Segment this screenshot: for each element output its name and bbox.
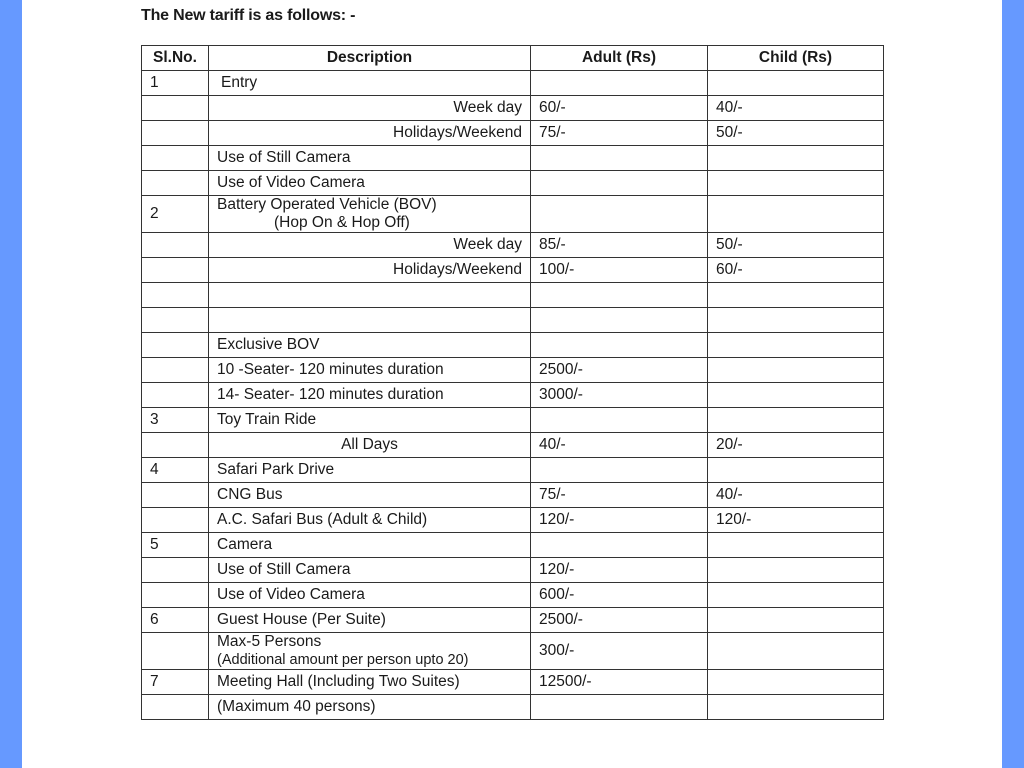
cell-description: Use of Video Camera bbox=[209, 583, 531, 608]
cell-child bbox=[708, 670, 884, 695]
cell-description: All Days bbox=[209, 433, 531, 458]
table-row bbox=[142, 458, 884, 483]
table-row bbox=[142, 96, 884, 121]
table-row bbox=[142, 383, 884, 408]
table-row bbox=[142, 146, 884, 171]
header-child: Child (Rs) bbox=[708, 46, 884, 71]
cell-adult bbox=[531, 146, 708, 171]
cell-child bbox=[708, 558, 884, 583]
cell-sl bbox=[142, 483, 209, 508]
cell-description bbox=[209, 283, 531, 308]
cell-child: 50/- bbox=[708, 121, 884, 146]
cell-sl bbox=[142, 583, 209, 608]
row-sublabel: (Additional amount per person upto 20) bbox=[217, 652, 469, 668]
cell-child: 50/- bbox=[708, 233, 884, 258]
cell-adult bbox=[531, 171, 708, 196]
cell-description: Holidays/Weekend bbox=[209, 121, 531, 146]
page-title: The New tariff is as follows: - bbox=[141, 7, 356, 24]
cell-sl: 6 bbox=[142, 608, 209, 633]
cell-description bbox=[209, 71, 531, 96]
cell-sl bbox=[142, 283, 209, 308]
cell-description: Use of Still Camera bbox=[209, 558, 531, 583]
table-row bbox=[142, 670, 884, 695]
cell-description: 10 -Seater- 120 minutes duration bbox=[209, 358, 531, 383]
cell-child bbox=[708, 308, 884, 333]
cell-description: Camera bbox=[209, 533, 531, 558]
cell-sl: 5 bbox=[142, 533, 209, 558]
right-blue-border bbox=[1002, 0, 1024, 768]
cell-child: 20/- bbox=[708, 433, 884, 458]
cell-child bbox=[708, 283, 884, 308]
cell-sl: 4 bbox=[142, 458, 209, 483]
cell-child: 60/- bbox=[708, 258, 884, 283]
table-row bbox=[142, 483, 884, 508]
cell-adult: 75/- bbox=[531, 121, 708, 146]
cell-description: Week day bbox=[209, 96, 531, 121]
cell-adult bbox=[531, 283, 708, 308]
row-label: Max-5 Persons bbox=[217, 633, 322, 650]
cell-child bbox=[708, 71, 884, 96]
cell-child bbox=[708, 533, 884, 558]
cell-description: Use of Still Camera bbox=[209, 146, 531, 171]
cell-adult: 120/- bbox=[531, 508, 708, 533]
cell-sl bbox=[142, 233, 209, 258]
cell-sl: 1 bbox=[142, 71, 209, 96]
table-row bbox=[142, 258, 884, 283]
cell-description: Toy Train Ride bbox=[209, 408, 531, 433]
cell-child bbox=[708, 196, 884, 233]
cell-sl bbox=[142, 171, 209, 196]
cell-child bbox=[708, 583, 884, 608]
cell-adult: 60/- bbox=[531, 96, 708, 121]
cell-sl: 2 bbox=[142, 196, 209, 233]
cell-sl bbox=[142, 508, 209, 533]
cell-child bbox=[708, 608, 884, 633]
table-row bbox=[142, 608, 884, 633]
cell-child bbox=[708, 383, 884, 408]
cell-sl bbox=[142, 121, 209, 146]
cell-adult bbox=[531, 196, 708, 233]
cell-child bbox=[708, 146, 884, 171]
table-row bbox=[142, 558, 884, 583]
cell-description: A.C. Safari Bus (Adult & Child) bbox=[209, 508, 531, 533]
cell-description: (Maximum 40 persons) bbox=[209, 695, 531, 720]
cell-adult bbox=[531, 333, 708, 358]
cell-adult: 85/- bbox=[531, 233, 708, 258]
cell-description: CNG Bus bbox=[209, 483, 531, 508]
table-row bbox=[142, 358, 884, 383]
cell-adult: 100/- bbox=[531, 258, 708, 283]
cell-sl bbox=[142, 633, 209, 670]
cell-sl bbox=[142, 358, 209, 383]
tariff-table bbox=[141, 45, 884, 720]
cell-adult bbox=[531, 458, 708, 483]
table-row-empty bbox=[142, 308, 884, 333]
table-row bbox=[142, 171, 884, 196]
cell-sl: 3 bbox=[142, 408, 209, 433]
cell-sl bbox=[142, 258, 209, 283]
table-row bbox=[142, 196, 884, 233]
table-header-row bbox=[142, 46, 884, 71]
cell-adult: 2500/- bbox=[531, 358, 708, 383]
cell-adult: 12500/- bbox=[531, 670, 708, 695]
table-row bbox=[142, 71, 884, 96]
cell-child: 40/- bbox=[708, 483, 884, 508]
left-blue-border bbox=[0, 0, 22, 768]
row-sublabel: (Hop On & Hop Off) bbox=[274, 214, 410, 231]
cell-child bbox=[708, 408, 884, 433]
cell-description bbox=[209, 633, 531, 670]
cell-adult bbox=[531, 71, 708, 96]
cell-child bbox=[708, 695, 884, 720]
table-row bbox=[142, 695, 884, 720]
cell-child bbox=[708, 458, 884, 483]
cell-sl bbox=[142, 96, 209, 121]
table-row bbox=[142, 508, 884, 533]
cell-sl bbox=[142, 383, 209, 408]
table-row bbox=[142, 408, 884, 433]
cell-sl bbox=[142, 695, 209, 720]
cell-description: Safari Park Drive bbox=[209, 458, 531, 483]
cell-sl bbox=[142, 333, 209, 358]
cell-adult bbox=[531, 308, 708, 333]
table-row bbox=[142, 633, 884, 670]
table-row bbox=[142, 433, 884, 458]
cell-sl bbox=[142, 433, 209, 458]
cell-adult: 2500/- bbox=[531, 608, 708, 633]
cell-sl bbox=[142, 308, 209, 333]
cell-description: Holidays/Weekend bbox=[209, 258, 531, 283]
cell-description bbox=[209, 196, 531, 233]
cell-description: Meeting Hall (Including Two Suites) bbox=[209, 670, 531, 695]
table-row bbox=[142, 533, 884, 558]
cell-adult bbox=[531, 533, 708, 558]
table-row bbox=[142, 233, 884, 258]
cell-adult bbox=[531, 408, 708, 433]
cell-adult: 300/- bbox=[531, 633, 708, 670]
cell-child bbox=[708, 358, 884, 383]
row-label: Entry bbox=[221, 74, 258, 91]
header-adult: Adult (Rs) bbox=[531, 46, 708, 71]
cell-adult: 75/- bbox=[531, 483, 708, 508]
table-row bbox=[142, 333, 884, 358]
cell-child bbox=[708, 171, 884, 196]
header-description: Description bbox=[209, 46, 531, 71]
cell-adult: 120/- bbox=[531, 558, 708, 583]
table-row-empty bbox=[142, 283, 884, 308]
cell-child bbox=[708, 633, 884, 670]
header-sl-no: Sl.No. bbox=[142, 46, 209, 71]
cell-sl: 7 bbox=[142, 670, 209, 695]
cell-child: 40/- bbox=[708, 96, 884, 121]
table-row bbox=[142, 583, 884, 608]
cell-sl bbox=[142, 146, 209, 171]
cell-adult: 40/- bbox=[531, 433, 708, 458]
cell-description bbox=[209, 308, 531, 333]
cell-adult bbox=[531, 695, 708, 720]
row-label: Battery Operated Vehicle (BOV) bbox=[217, 196, 437, 213]
table-row bbox=[142, 121, 884, 146]
cell-description: Exclusive BOV bbox=[209, 333, 531, 358]
cell-description: 14- Seater- 120 minutes duration bbox=[209, 383, 531, 408]
cell-description: Guest House (Per Suite) bbox=[209, 608, 531, 633]
cell-sl bbox=[142, 558, 209, 583]
cell-child bbox=[708, 333, 884, 358]
cell-adult: 3000/- bbox=[531, 383, 708, 408]
cell-adult: 600/- bbox=[531, 583, 708, 608]
cell-description: Use of Video Camera bbox=[209, 171, 531, 196]
cell-description: Week day bbox=[209, 233, 531, 258]
cell-child: 120/- bbox=[708, 508, 884, 533]
